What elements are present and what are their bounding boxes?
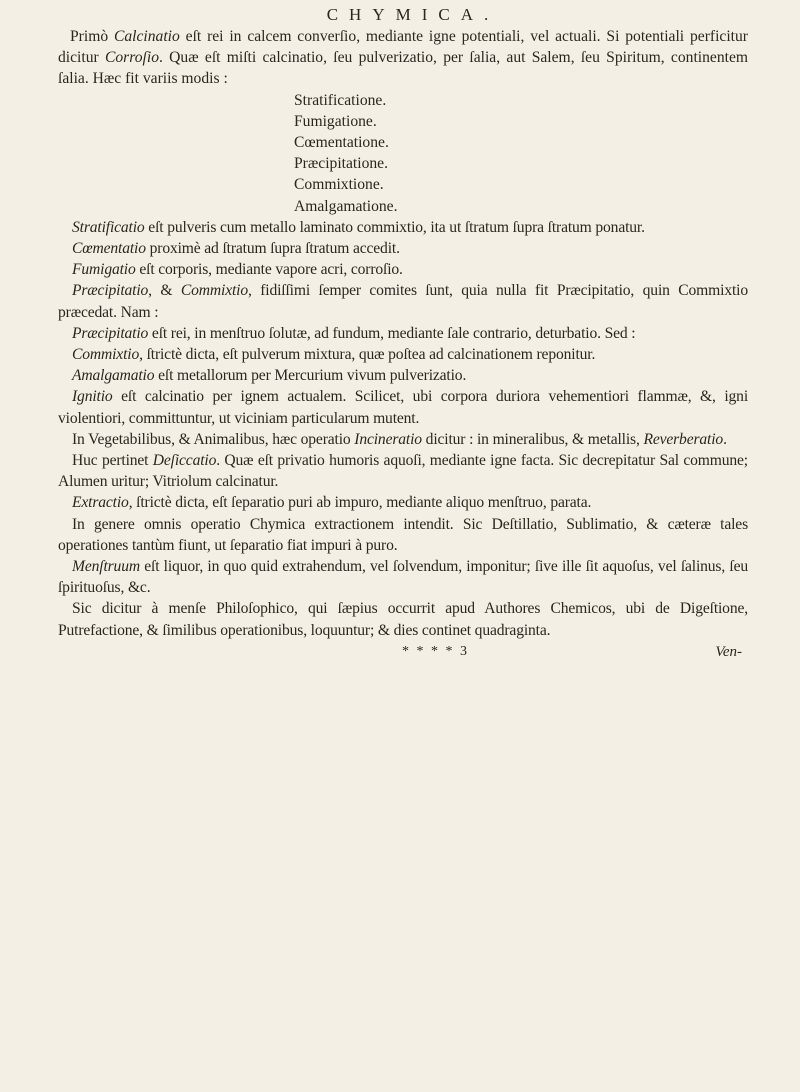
definition-text: , ſtrictè dicta, eſt ſeparatio puri ab impuro, mediante aliquo menſtruo, parata. bbox=[128, 494, 592, 512]
definition-term: Stratificatio bbox=[72, 218, 145, 236]
intro-text: eſt rei in calcem converſio, mediante igne potentiali, vel actuali. Si potentiali perficitur dicitur bbox=[58, 28, 748, 67]
definition-term: Deſiccatio bbox=[152, 452, 217, 470]
definition-term: Ignitio bbox=[72, 388, 113, 406]
definition-paragraph bbox=[58, 280, 748, 322]
method-item: Præcipitatione. bbox=[294, 155, 388, 173]
definition-text: Huc pertinet bbox=[72, 452, 153, 470]
intro-lead: Primò bbox=[70, 28, 114, 45]
definition-paragraph bbox=[58, 450, 748, 492]
definition-text: eſt corporis, mediante vapore acri, corroſio. bbox=[135, 261, 403, 279]
definition-term: Amalgamatio bbox=[72, 367, 155, 385]
definition-paragraph bbox=[58, 323, 748, 344]
definition-text: , fidiſſimi ſemper comites ſunt, quia nulla fit Præcipitatio, quin Commixtio præcedat. Nam : bbox=[58, 282, 748, 321]
definition-text: In genere omnis operatio Chymica extractionem intendit. Sic Deſtillatio, Sublimatio, & cæteræ tales operationes tantùm fiunt, ut ſeparatio fiat impuri à puro. bbox=[58, 515, 748, 554]
definition-text: eſt metallorum per Mercurium vivum pulverizatio. bbox=[154, 367, 467, 385]
definition-text: eſt rei, in menſtruo ſolutæ, ad fundum, mediante ſale contrario, deturbatio. Sed : bbox=[148, 324, 636, 342]
definition-paragraph bbox=[58, 492, 748, 513]
definition-text: dicitur : in mineralibus, & metallis, bbox=[421, 430, 644, 448]
definition-term: Præcipitatio bbox=[72, 324, 149, 342]
definition-paragraph bbox=[58, 238, 748, 259]
definition-term: Cœmentatio bbox=[72, 240, 146, 258]
method-item: Cœmentatione. bbox=[294, 134, 389, 152]
definition-paragraph bbox=[58, 386, 748, 428]
definition-paragraph bbox=[58, 259, 748, 280]
running-head: CHYMICA. bbox=[326, 5, 500, 24]
definition-paragraph bbox=[58, 365, 748, 386]
signature-mark: * * * * 3 bbox=[402, 643, 469, 659]
definition-paragraph bbox=[58, 344, 748, 365]
definition-text: eſt calcinatio per ignem actualem. Scilicet, ubi corpora duriora vehementiori flammæ, &, igni violentiori, committuntur, ut viciniam particularum mutent. bbox=[58, 388, 748, 427]
definition-paragraph bbox=[58, 598, 748, 640]
definition-term: Præcipitatio bbox=[72, 282, 149, 300]
definition-term: Fumigatio bbox=[72, 261, 136, 279]
definition-term: Extractio bbox=[72, 494, 129, 512]
definition-term: Incineratio bbox=[354, 430, 422, 448]
definitions bbox=[58, 217, 748, 641]
definition-paragraph bbox=[58, 556, 748, 598]
term-calcinatio: Calcinatio bbox=[113, 28, 180, 45]
definition-paragraph bbox=[58, 217, 748, 238]
method-item: Fumigatione. bbox=[294, 112, 377, 130]
definition-text: eſt liquor, in quo quid extrahendum, vel ſolvendum, imponitur; ſive ille ſit aquoſus, vel ſalinus, ſeu ſpirituoſus, &c. bbox=[58, 558, 748, 597]
definition-text: proximè ad ſtratum ſupra ſtratum accedit. bbox=[145, 240, 400, 258]
term-corrosio: Corroſio bbox=[104, 49, 159, 67]
intro-paragraph bbox=[58, 26, 748, 90]
definition-term: Menſtruum bbox=[72, 558, 140, 576]
methods-list bbox=[58, 90, 748, 217]
definition-paragraph bbox=[58, 514, 748, 556]
catchword: Ven- bbox=[715, 643, 742, 660]
definition-text: . bbox=[723, 430, 727, 448]
definition-text: Sic dicitur à menſe Philoſophico, qui ſæpius occurrit apud Authores Chemicos, ubi de Digeſtione, Putrefactione, & ſimilibus operationibus, loquuntur; & dies continet quadraginta. bbox=[58, 600, 748, 639]
definition-text: , & bbox=[148, 282, 181, 300]
definition-paragraph bbox=[58, 429, 748, 450]
definition-term: Commixtio bbox=[72, 346, 140, 364]
definition-term: Reverberatio bbox=[643, 430, 724, 448]
definition-text: eſt pulveris cum metallo laminato commixtio, ita ut ſtratum ſupra ſtratum ponatur. bbox=[144, 218, 645, 236]
definition-text: . Quæ eſt privatio humoris aquoſi, mediante igne facta. Sic decrepitatur Sal commune; Alumen uritur; Vitriolum calcinatur. bbox=[58, 452, 748, 491]
definition-text: In Vegetabilibus, & Animalibus, hæc operatio bbox=[72, 430, 355, 448]
intro-text-2: . Quæ eſt miſti calcinatio, ſeu pulverizatio, per ſalia, aut Salem, ſeu Spiritum, continentem ſalia. Hæc fit variis modis : bbox=[58, 49, 749, 88]
definition-term: Commixtio bbox=[180, 282, 248, 300]
method-item: Stratificatione. bbox=[294, 91, 387, 109]
definition-text: , ſtrictè dicta, eſt pulverum mixtura, quæ poſtea ad calcinationem reponitur. bbox=[139, 346, 596, 364]
method-item: Amalgamatione. bbox=[294, 197, 398, 215]
method-item: Commixtione. bbox=[294, 176, 384, 194]
page-footer bbox=[58, 641, 748, 663]
